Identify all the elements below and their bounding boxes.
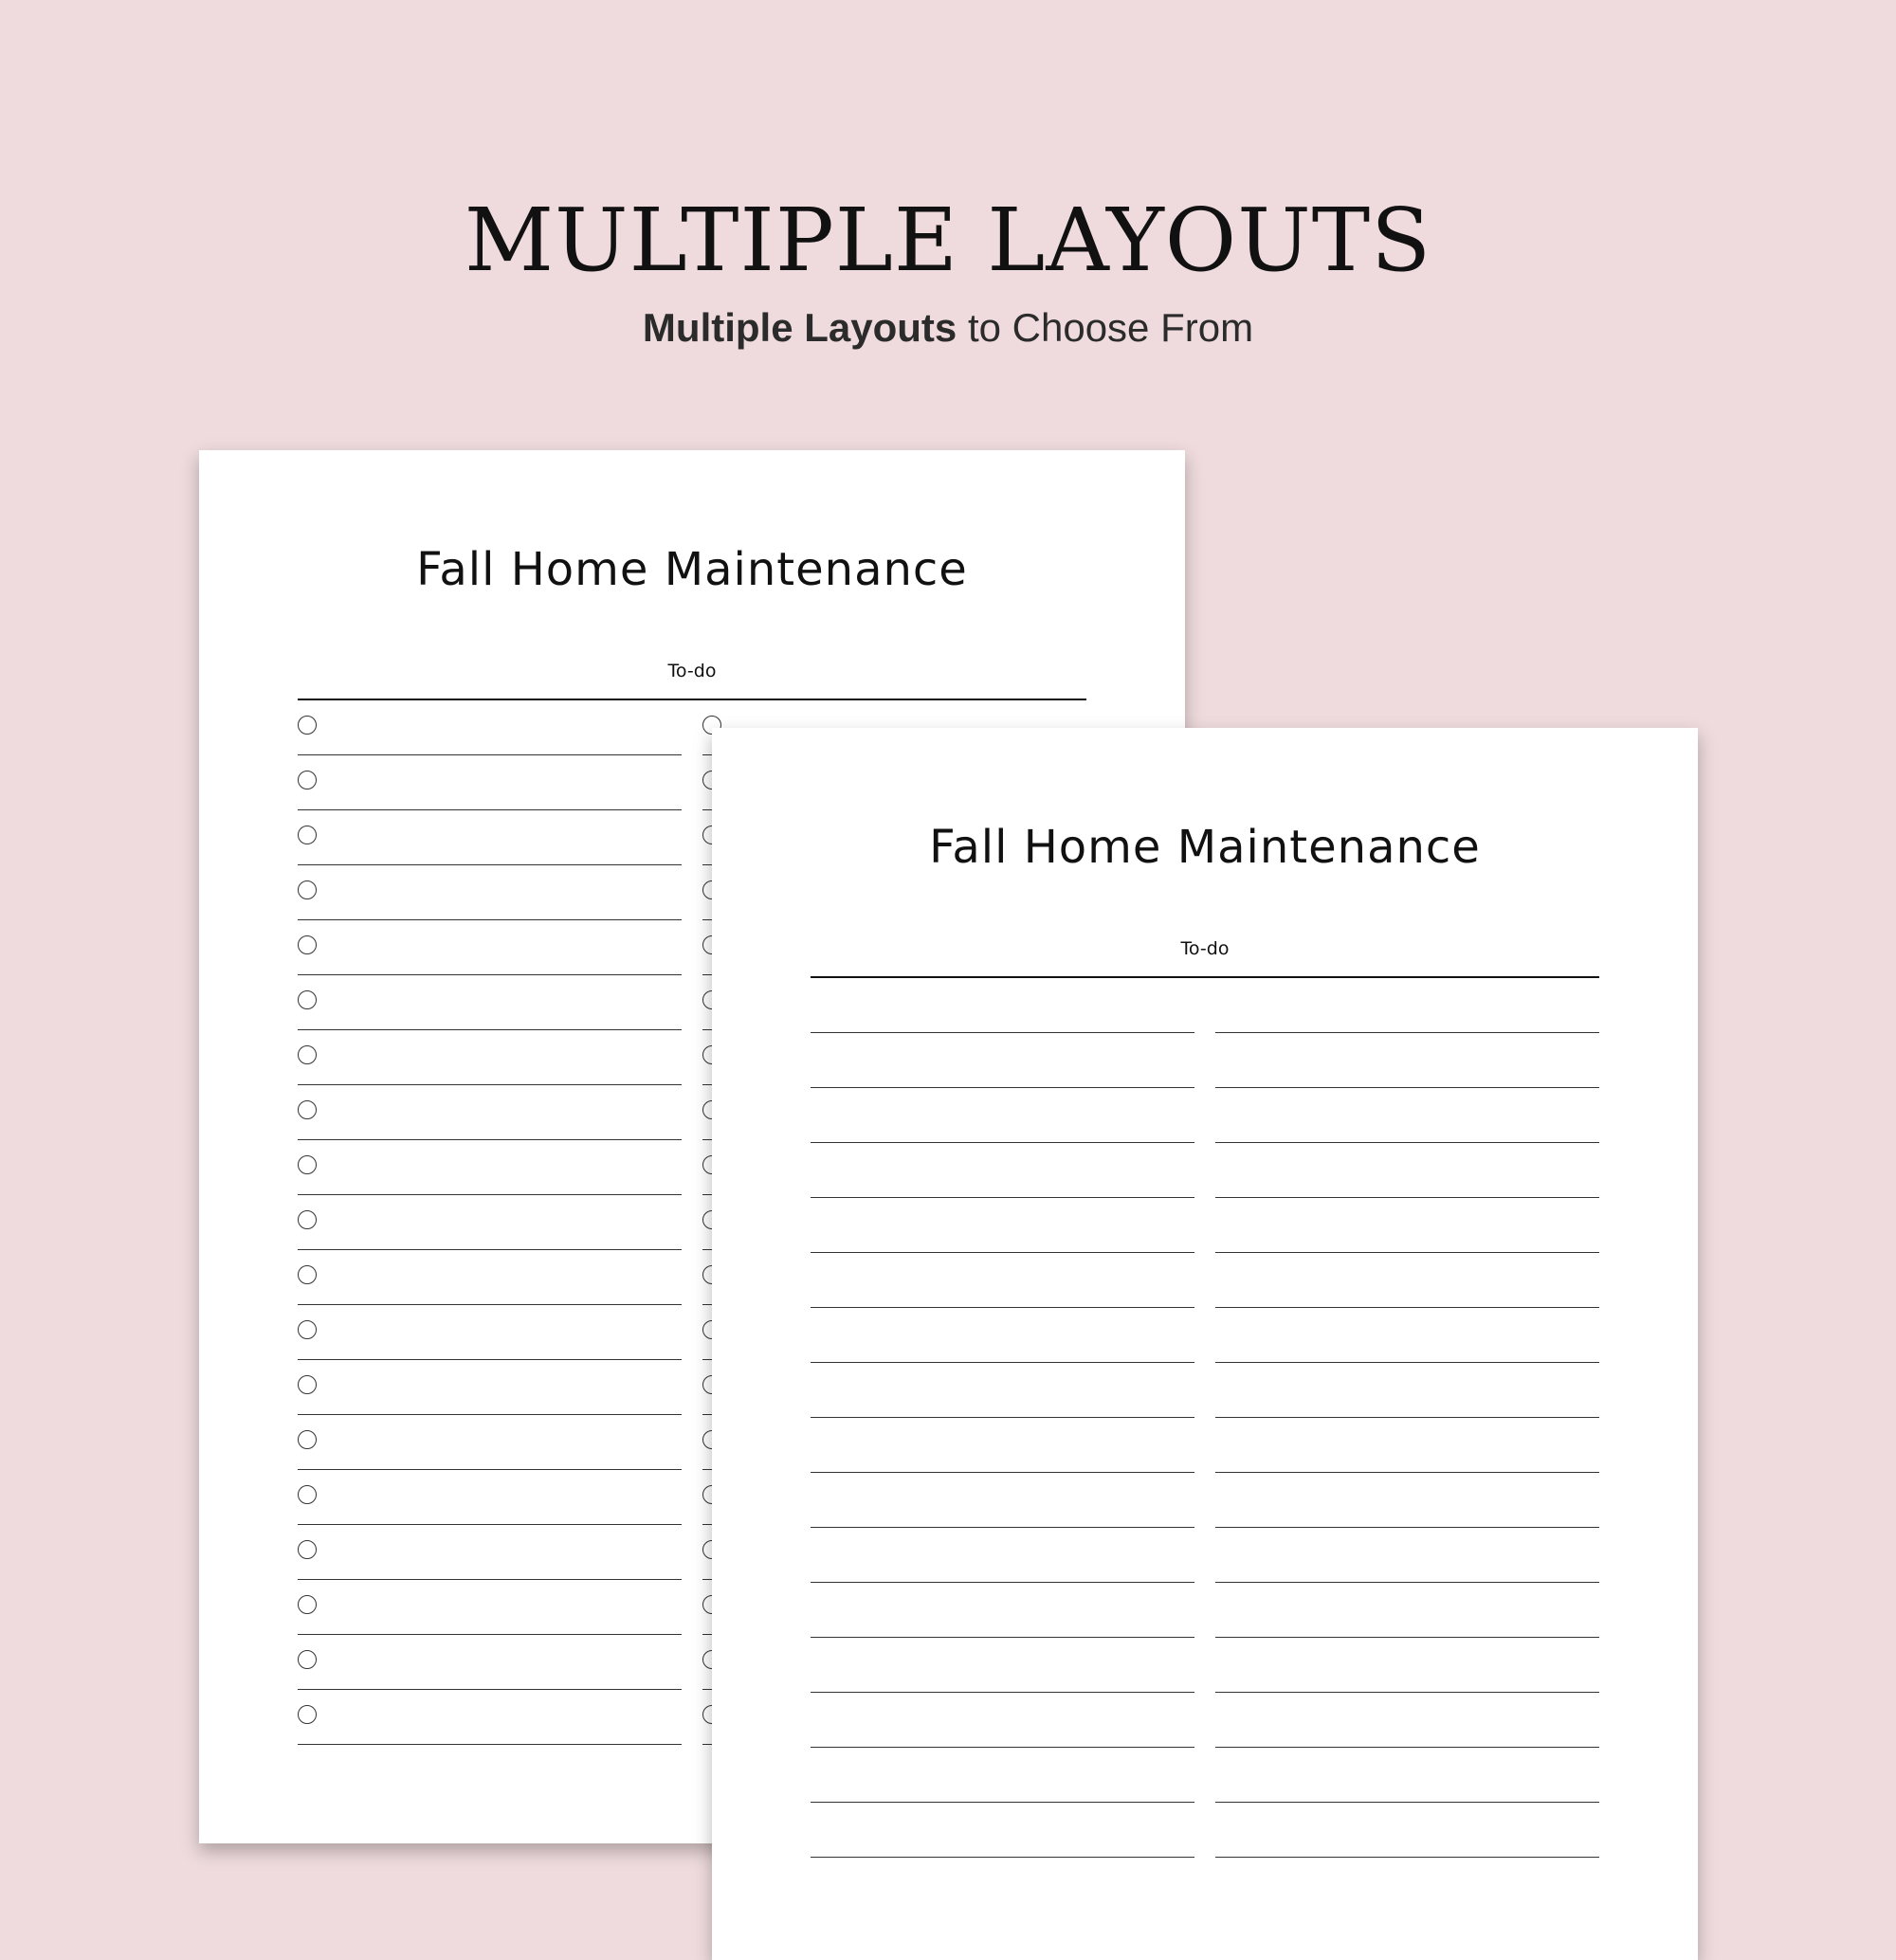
- checkbox-circle-icon: [298, 990, 317, 1009]
- list-row: [298, 1635, 682, 1690]
- checkbox-circle-icon: [298, 1595, 317, 1614]
- list-row: [1215, 1803, 1599, 1858]
- checkbox-circle-icon: [298, 1155, 317, 1174]
- list-row: [811, 1143, 1194, 1198]
- list-row: [811, 1418, 1194, 1473]
- list-row: [811, 978, 1194, 1033]
- list-row: [298, 700, 682, 755]
- section-label: To-do: [1180, 938, 1230, 959]
- list-row: [1215, 1473, 1599, 1528]
- list-row: [811, 1748, 1194, 1803]
- checkbox-circle-icon: [298, 1485, 317, 1504]
- list-row: [811, 1198, 1194, 1253]
- list-row: [298, 1140, 682, 1195]
- checkbox-circle-icon: [298, 1705, 317, 1724]
- list-row: [1215, 1748, 1599, 1803]
- list-row: [1215, 1638, 1599, 1693]
- list-row: [298, 920, 682, 975]
- list-row: [1215, 1418, 1599, 1473]
- list-row: [811, 1363, 1194, 1418]
- checkbox-circle-icon: [298, 1320, 317, 1339]
- list-row: [1215, 1143, 1599, 1198]
- list-row: [298, 1305, 682, 1360]
- list-row: [1215, 1198, 1599, 1253]
- list-row: [811, 1033, 1194, 1088]
- list-row: [298, 1580, 682, 1635]
- tagline-rest: to Choose From: [957, 305, 1254, 350]
- tagline: [0, 305, 1896, 351]
- checkbox-circle-icon: [298, 826, 317, 844]
- list-row: [1215, 1033, 1599, 1088]
- list-row: [811, 1088, 1194, 1143]
- checkbox-circle-icon: [298, 1375, 317, 1394]
- list-row: [298, 1690, 682, 1745]
- list-row: [811, 1253, 1194, 1308]
- list-row: [1215, 1693, 1599, 1748]
- list-row: [298, 975, 682, 1030]
- list-row: [1215, 1528, 1599, 1583]
- list-row: [298, 755, 682, 810]
- list-row: [298, 1250, 682, 1305]
- list-row: [1215, 1363, 1599, 1418]
- checkbox-circle-icon: [298, 771, 317, 789]
- checkbox-circle-icon: [298, 1210, 317, 1229]
- list-row: [811, 1528, 1194, 1583]
- list-row: [811, 1803, 1194, 1858]
- right-column: [1215, 978, 1599, 1858]
- list-row: [298, 1360, 682, 1415]
- sheet-title: Fall Home Maintenance: [929, 821, 1481, 874]
- checkbox-circle-icon: [298, 935, 317, 954]
- headline: MULTIPLE LAYOUTS: [464, 190, 1432, 291]
- checkbox-circle-icon: [298, 880, 317, 899]
- list-row: [811, 1693, 1194, 1748]
- list-row: [298, 1415, 682, 1470]
- checkbox-circle-icon: [298, 1265, 317, 1284]
- list-row: [298, 1525, 682, 1580]
- list-row: [298, 865, 682, 920]
- sheet-title: Fall Home Maintenance: [416, 543, 968, 596]
- list-row: [1215, 1308, 1599, 1363]
- list-row: [298, 1085, 682, 1140]
- list-row: [811, 1473, 1194, 1528]
- list-row: [811, 1638, 1194, 1693]
- list-row: [1215, 1583, 1599, 1638]
- checkbox-circle-icon: [298, 1045, 317, 1064]
- checkbox-circle-icon: [298, 1430, 317, 1449]
- tagline-bold: Multiple Layouts: [642, 305, 957, 350]
- list-row: [298, 1195, 682, 1250]
- list-row: [1215, 1088, 1599, 1143]
- list-row: [298, 810, 682, 865]
- checkbox-circle-icon: [298, 1100, 317, 1119]
- section-label: To-do: [667, 661, 717, 681]
- left-column: [298, 700, 682, 1745]
- list-row: [1215, 1253, 1599, 1308]
- list-row: [811, 1583, 1194, 1638]
- list-row: [298, 1470, 682, 1525]
- checkbox-circle-icon: [298, 716, 317, 735]
- left-column: [811, 978, 1194, 1858]
- lined-sheet: [712, 728, 1698, 1960]
- checkbox-circle-icon: [298, 1540, 317, 1559]
- list-row: [1215, 978, 1599, 1033]
- list-row: [811, 1308, 1194, 1363]
- list-row: [298, 1030, 682, 1085]
- checkbox-circle-icon: [298, 1650, 317, 1669]
